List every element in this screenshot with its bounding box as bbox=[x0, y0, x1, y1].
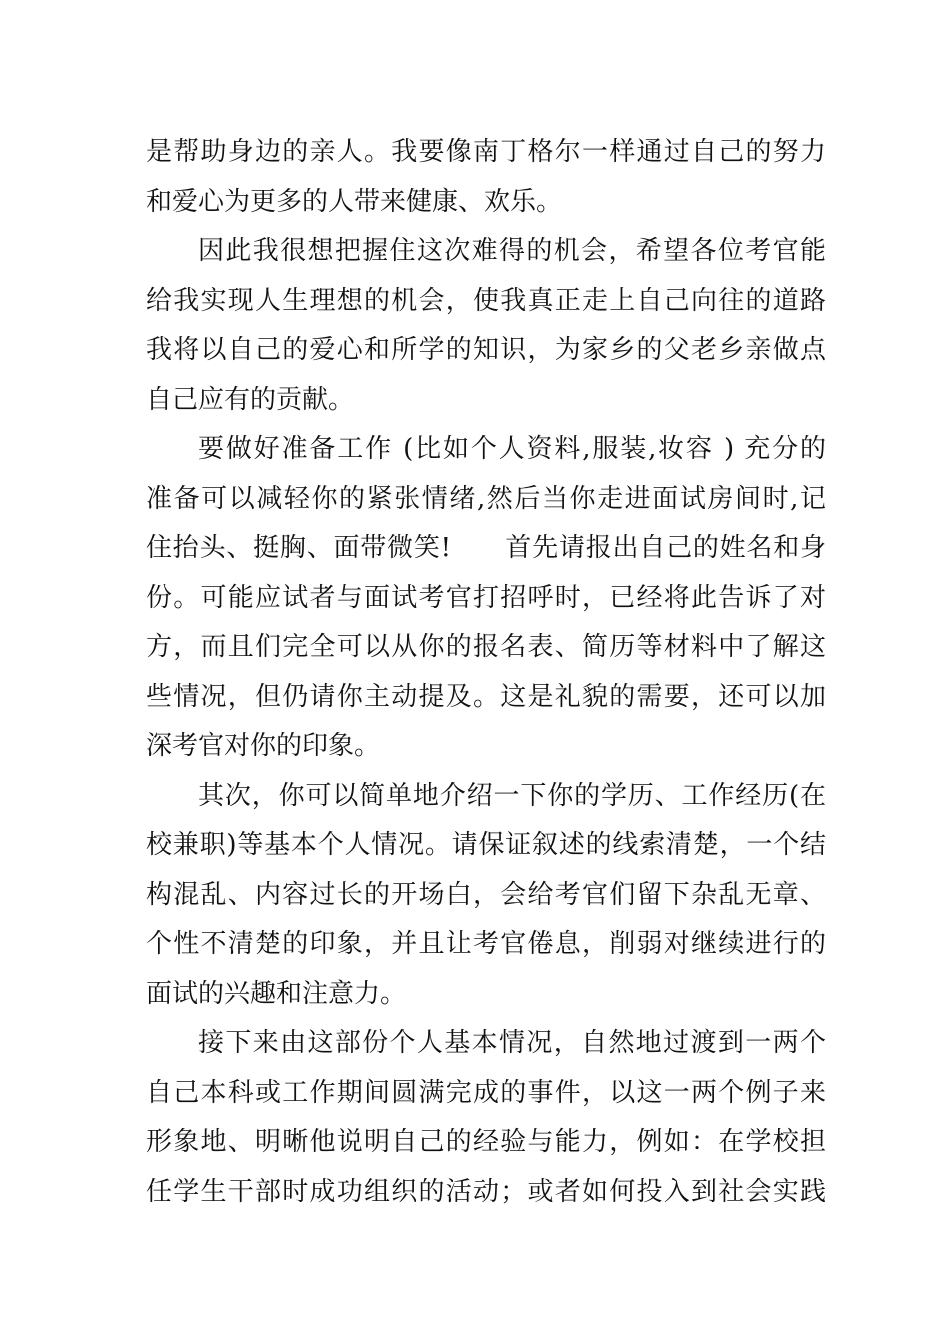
paragraph-1 bbox=[146, 128, 826, 227]
paragraph-line: 是帮助身边的亲人。我要像南丁格尔一样通过自己的努力 bbox=[146, 137, 826, 167]
paragraph-line: 形象地、明晰他说明自己的经验与能力，例如：在学校担 bbox=[146, 1127, 826, 1157]
paragraph-2 bbox=[146, 227, 826, 425]
paragraph-line: 自己本科或工作期间圆满完成的事件，以这一两个例子来 bbox=[146, 1077, 826, 1108]
paragraph-5 bbox=[146, 1019, 826, 1217]
paragraph-line: 因此我很想把握住这次难得的机会，希望各位考官能 bbox=[198, 236, 826, 266]
paragraph-line: 方，而且们完全可以从你的报名表、简历等材料中了解这 bbox=[146, 632, 826, 662]
paragraph-line: 准备可以减轻你的紧张情绪,然后当你走进面试房间时,记 bbox=[146, 483, 826, 514]
paragraph-3 bbox=[146, 425, 826, 772]
paragraph-line: 校兼职)等基本个人情况。请保证叙述的线索清楚，一个结 bbox=[146, 830, 826, 860]
paragraph-line: 任学生干部时成功组织的活动；或者如何投入到社会实践 bbox=[146, 1176, 826, 1207]
paragraph-line: 要做好准备工作 (比如个人资料,服装,妆容 ) 充分的 bbox=[198, 434, 826, 464]
paragraph-4 bbox=[146, 772, 826, 1020]
paragraph-line: 住抬头、挺胸、面带微笑! 首先请报出自己的姓名和身 bbox=[146, 533, 826, 563]
document-body bbox=[146, 128, 826, 1217]
paragraph-line: 和爱心为更多的人带来健康、欢乐。 bbox=[146, 186, 563, 217]
paragraph-line: 深考官对你的印象。 bbox=[146, 731, 381, 761]
paragraph-line: 接下来由这部份个人基本情况，自然地过渡到一两个 bbox=[198, 1028, 826, 1058]
paragraph-line: 个性不清楚的印象，并且让考官倦息，削弱对继续进行的 bbox=[146, 929, 826, 959]
paragraph-line: 些情况，但仍请你主动提及。这是礼貌的需要，还可以加 bbox=[146, 681, 826, 712]
paragraph-line: 给我实现人生理想的机会，使我真正走上自己向往的道路 bbox=[146, 285, 826, 316]
paragraph-line: 自己应有的贡献。 bbox=[146, 384, 355, 415]
paragraph-line: 份。可能应试者与面试考官打招呼时，已经将此告诉了对 bbox=[146, 582, 826, 613]
paragraph-line: 其次，你可以简单地介绍一下你的学历、工作经历(在 bbox=[198, 780, 826, 811]
paragraph-line: 构混乱、内容过长的开场白，会给考官们留下杂乱无章、 bbox=[146, 879, 826, 910]
paragraph-line: 面试的兴趣和注意力。 bbox=[146, 978, 407, 1009]
paragraph-line: 我将以自己的爱心和所学的知识，为家乡的父老乡亲做点 bbox=[146, 335, 826, 365]
